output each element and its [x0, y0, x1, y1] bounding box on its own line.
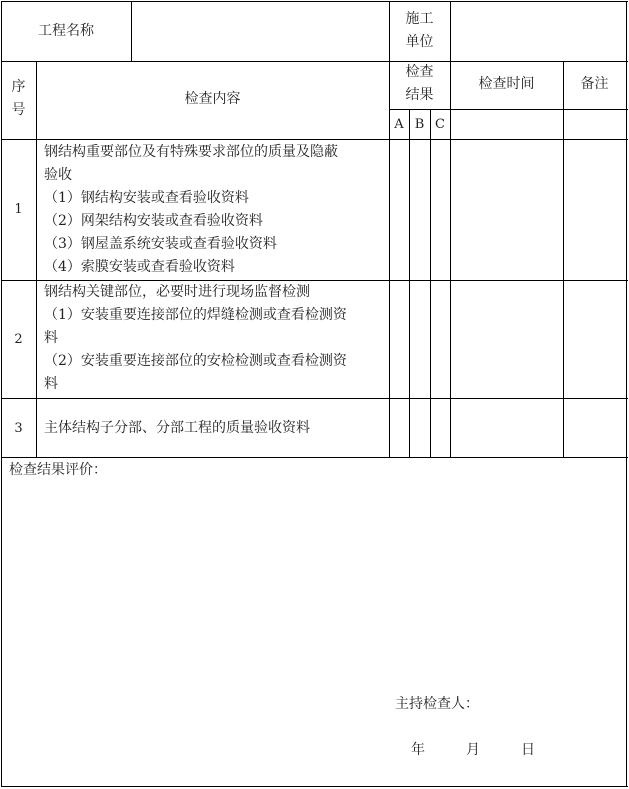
row-1-line-3: （1）钢结构安装或查看验收资料 [44, 190, 249, 206]
date-month: 月 [466, 742, 480, 758]
col-grade-c: C [435, 117, 445, 132]
row-2-line-5: 料 [44, 376, 58, 392]
construction-unit-label-2: 单位 [405, 34, 434, 50]
col-time: 检查时间 [478, 76, 535, 92]
col-seq-1: 序 [11, 79, 26, 95]
rule-row2 [1, 398, 628, 399]
date-year: 年 [411, 742, 425, 758]
row-1-line-5: （3）钢屋盖系统安装或查看验收资料 [44, 236, 277, 252]
row-1-line-4: （2）网架结构安装或查看验收资料 [44, 213, 263, 229]
col-result-1: 检查 [405, 64, 434, 80]
rule-b [430, 109, 431, 457]
rule-row3 [1, 457, 628, 458]
date-day: 日 [521, 742, 535, 758]
row-1-number: 1 [14, 202, 23, 217]
row-2-line-4: （2）安装重要连接部位的安检检测或查看检测资 [44, 353, 347, 369]
col-remark: 备注 [580, 76, 609, 92]
row-1-line-6: （4）索膜安装或查看验收资料 [44, 259, 235, 275]
col-seq-2: 号 [11, 102, 26, 118]
col-result-2: 结果 [405, 87, 434, 103]
rule-header [1, 61, 628, 62]
border-top [1, 1, 628, 2]
border-bottom [1, 786, 628, 787]
col-grade-b: B [414, 117, 425, 132]
rule-header-v3 [450, 1, 451, 61]
row-2-line-2: （1）安装重要连接部位的焊缝检测或查看检测资 [44, 307, 347, 323]
col-content: 检查内容 [184, 91, 241, 107]
rule-seq [36, 61, 37, 457]
col-grade-a: A [394, 117, 404, 132]
row-3-line-1: 主体结构子分部、分部工程的质量验收资料 [44, 420, 310, 436]
rule-a [409, 109, 410, 457]
row-2-line-1: 钢结构关键部位，必要时进行现场监督检测 [44, 284, 310, 300]
rule-result-split [389, 109, 628, 110]
border-right [626, 1, 627, 787]
rule-time [563, 61, 564, 457]
row-1-line-1: 钢结构重要部位及有特殊要求部位的质量及隐蔽 [44, 144, 338, 160]
row-3-number: 3 [14, 421, 23, 436]
rule-c [450, 61, 451, 457]
evaluation-label: 检查结果评价： [9, 462, 107, 478]
rule-colhead [1, 139, 628, 140]
row-1-line-2: 验收 [44, 167, 72, 183]
project-name-label: 工程名称 [38, 23, 94, 39]
row-2-line-3: 料 [44, 330, 58, 346]
rule-header-v1 [131, 1, 132, 61]
row-2-number: 2 [14, 332, 23, 347]
inspector-label: 主持检查人： [395, 696, 479, 712]
construction-unit-label-1: 施工 [405, 11, 434, 27]
